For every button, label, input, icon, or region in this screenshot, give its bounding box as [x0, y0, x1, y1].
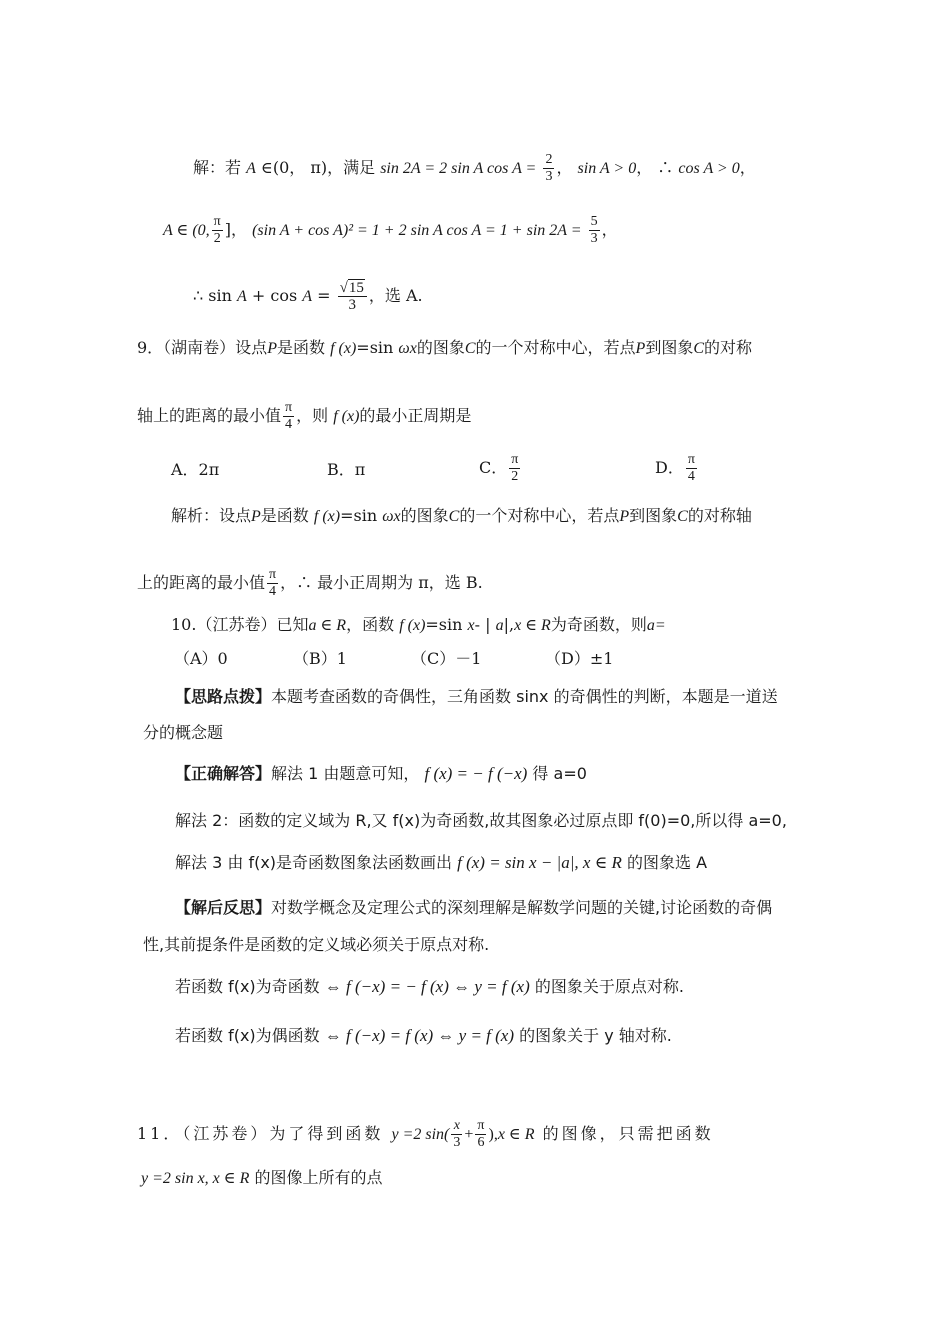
q9-option-a: A．2π: [171, 460, 220, 479]
fraction-2-3: $\frac{2}{3}$: [545, 152, 553, 184]
q10-reflection-line2: 性,其前提条件是函数的定义域必须关于原点对称.: [143, 935, 490, 954]
q10-option-d: （D）±1: [545, 649, 614, 668]
q9-stem-line1: 9．（湖南卷）设点P是函数 f (x)=sin ωx的图象C的一个对称中心，若点P到图象C的对称: [137, 338, 753, 357]
q10-stem: 10.（江苏卷）已知a ∈ R，函数 f (x)=sin x- | a|,x ∈ R为奇函数，则a=: [171, 615, 666, 634]
q10-answer-line3: 解法 3 由 f(x)是奇函数图象法函数画出 f (x) = sin x − |a|, x ∈ R 的图象选 A: [175, 853, 708, 872]
q9-option-d: D． $\frac{\pi}{4}$: [655, 452, 695, 484]
fraction-pi-2: $\frac{\pi}{2}$: [213, 214, 221, 246]
q10-tip-line1: 【思路点拨】本题考查函数的奇偶性，三角函数 sinx 的奇偶性的判断，本题是一道送: [175, 687, 778, 706]
q10-option-c: （C）－1: [411, 649, 482, 668]
reflection-heading: 【解后反思】: [175, 898, 272, 917]
sol8-line1: 解：若 A ∈(0， π)，满足 sin 2A = 2 sin A cos A = $\frac{2}{3}$ ， sin A > 0， ∴ cos A > 0，: [193, 152, 756, 184]
fraction-sqrt15-3: $\frac{√15}{3}$: [338, 280, 367, 313]
q10-answer-line2: 解法 2：函数的定义域为 R,又 f(x)为奇函数,故其图象必过原点即 f(0)=0,所以得 a=0,: [175, 811, 787, 830]
q10-reflection-line1: 【解后反思】对数学概念及定理公式的深刻理解是解数学问题的关键,讨论函数的奇偶: [175, 898, 773, 917]
q10-answer-line1: 【正确解答】解法 1 由题意可知， f (x) = − f (−x) 得 a=0: [175, 764, 587, 783]
fraction-pi-4: $\frac{\pi}{4}$: [285, 400, 293, 432]
q9-option-c: C． $\frac{\pi}{2}$: [479, 452, 519, 484]
q10-even-function-line: 若函数 f(x)为偶函数 ⇔ f (−x) = f (x) ⇔ y = f (x) 的图象关于 y 轴对称.: [175, 1026, 672, 1045]
sol8-line2: A ∈ (0, $\frac{\pi}{2}$ ]， (sin A + cos A)² = 1 + 2 sin A cos A = 1 + sin 2A = $\frac{5}{3}$ ，: [163, 214, 618, 246]
q10-option-a: （A）0: [174, 649, 228, 668]
q9-stem-line2: 轴上的距离的最小值 $\frac{\pi}{4}$ ，则 f (x)的最小正周期是: [137, 400, 472, 432]
q9-option-b: B．π: [327, 460, 366, 479]
q9-analysis-line2: 上的距离的最小值 $\frac{\pi}{4}$ ，∴ 最小正周期为 π，选 B.: [137, 567, 483, 599]
answer-heading: 【正确解答】: [175, 764, 272, 783]
tip-heading: 【思路点拨】: [175, 687, 272, 706]
q11-stem-line1: 11．（江苏卷）为了得到函数 y =2 sin( $\frac{x}{3}$ + $\frac{\pi}{6}$ ),x ∈ R 的图像，只需把函数: [137, 1118, 714, 1150]
q10-tip-line2: 分的概念题: [143, 723, 224, 742]
q11-stem-line2: y =2 sin x, x ∈ R 的图像上所有的点: [141, 1168, 383, 1187]
q9-analysis-line1: 解析：设点P是函数 f (x)=sin ωx的图象C的一个对称中心，若点P到图象C的对称轴: [171, 506, 752, 525]
fraction-5-3: $\frac{5}{3}$: [590, 214, 598, 246]
sol8-line3: ∴ sin A + cos A = $\frac{√15}{3}$ ，选 A.: [193, 280, 423, 313]
q10-odd-function-line: 若函数 f(x)为奇函数 ⇔ f (−x) = − f (x) ⇔ y = f (x) 的图象关于原点对称.: [175, 977, 684, 996]
q10-option-b: （B）1: [293, 649, 347, 668]
